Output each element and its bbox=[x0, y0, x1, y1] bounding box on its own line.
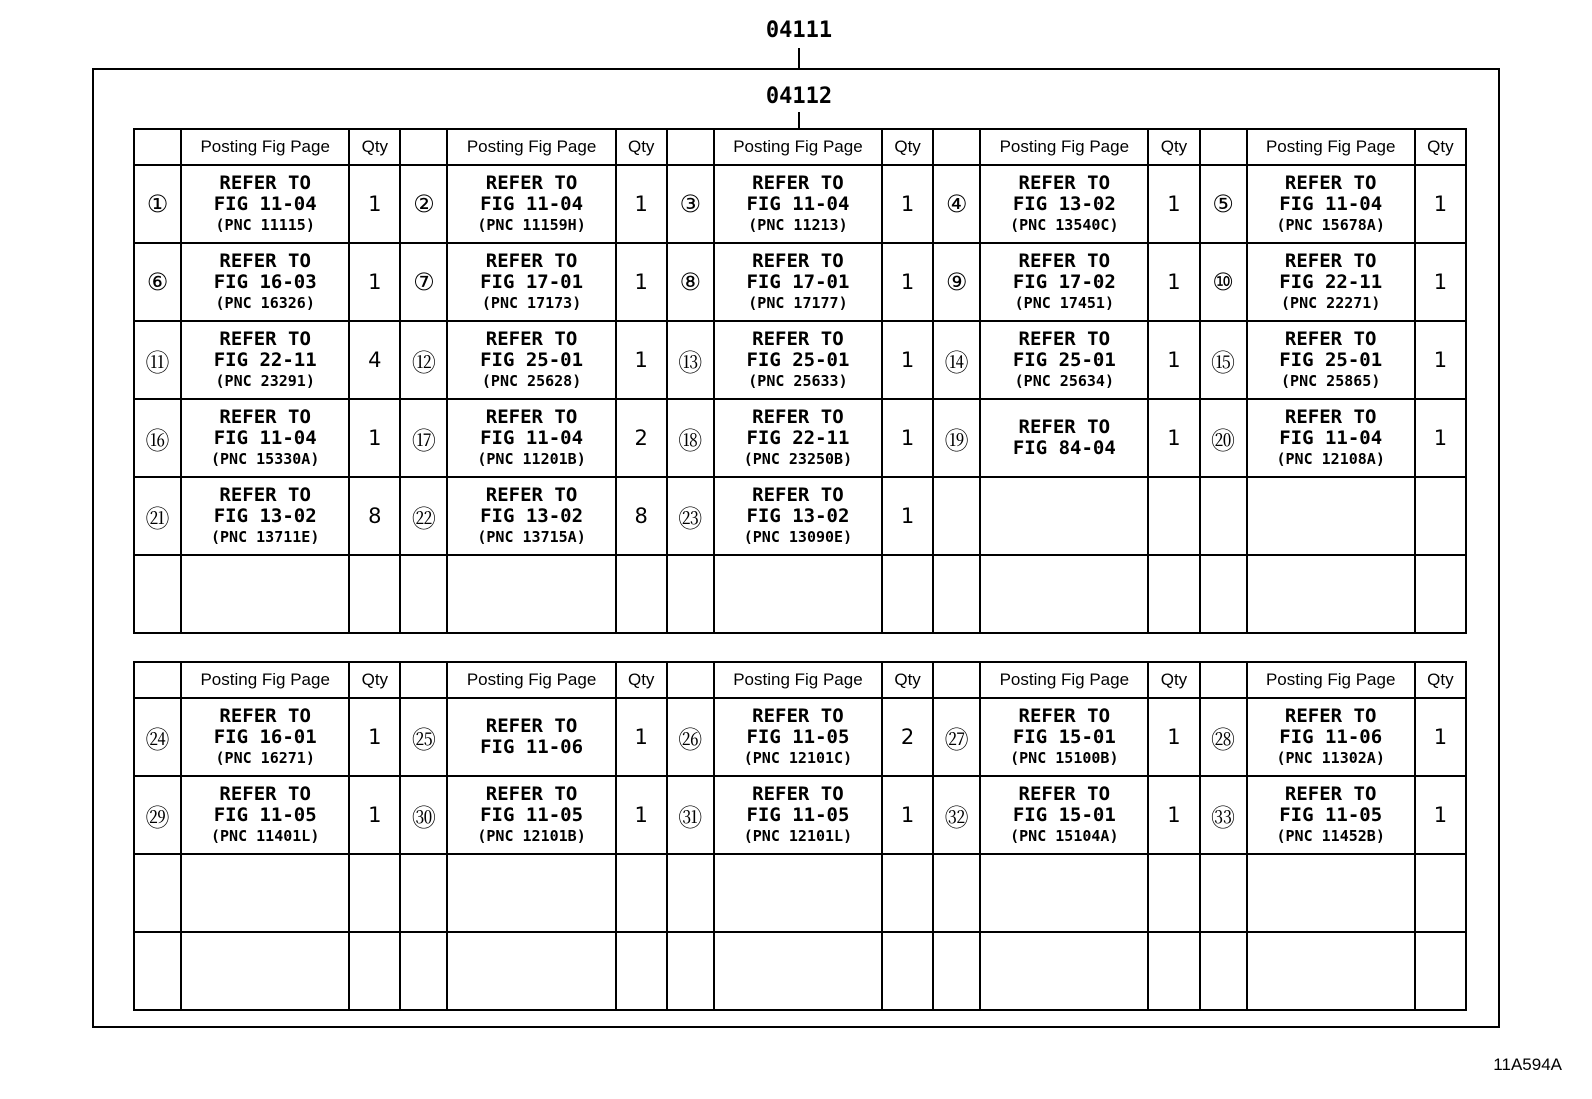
pnc-number: (PNC 11401L) bbox=[211, 826, 320, 845]
item-number: ㉜ bbox=[933, 776, 980, 854]
item-quantity bbox=[882, 555, 933, 633]
posting-reference bbox=[980, 698, 1148, 776]
header-posting-fig-page: Posting Fig Page bbox=[980, 129, 1148, 165]
pnc-number: (PNC 25628) bbox=[481, 371, 582, 390]
figure-reference: FIG 11-04 bbox=[480, 192, 584, 215]
figure-reference: FIG 13-02 bbox=[213, 504, 317, 527]
posting-reference bbox=[1247, 321, 1415, 399]
pnc-number: (PNC 15678A) bbox=[1276, 215, 1385, 234]
pnc-number: (PNC 13715A) bbox=[477, 527, 586, 546]
refer-to-text: REFER TO bbox=[485, 405, 578, 428]
item-number bbox=[1200, 477, 1247, 555]
posting-reference bbox=[181, 243, 349, 321]
item-quantity bbox=[349, 932, 400, 1010]
header-posting-fig-page: Posting Fig Page bbox=[447, 662, 615, 698]
item-number: ㉕ bbox=[400, 698, 447, 776]
pnc-number: (PNC 15100B) bbox=[1010, 748, 1119, 767]
posting-reference bbox=[447, 932, 615, 1010]
posting-reference bbox=[447, 698, 615, 776]
posting-reference bbox=[1247, 555, 1415, 633]
figure-reference: FIG 17-02 bbox=[1012, 270, 1116, 293]
item-number bbox=[134, 555, 181, 633]
item-quantity: 1 bbox=[882, 165, 933, 243]
posting-reference bbox=[714, 854, 882, 932]
item-quantity: 1 bbox=[1148, 698, 1199, 776]
posting-reference bbox=[980, 321, 1148, 399]
header-qty: Qty bbox=[616, 662, 667, 698]
item-number: ⑳ bbox=[1200, 399, 1247, 477]
posting-reference bbox=[980, 776, 1148, 854]
refer-to-text: REFER TO bbox=[752, 483, 844, 506]
item-quantity: 1 bbox=[349, 165, 400, 243]
item-quantity bbox=[882, 932, 933, 1010]
figure-reference: FIG 11-04 bbox=[480, 426, 584, 449]
item-number: ㉒ bbox=[400, 477, 447, 555]
figure-reference: FIG 16-01 bbox=[213, 725, 317, 748]
pnc-number: (PNC 23250B) bbox=[743, 449, 853, 468]
item-quantity bbox=[1148, 477, 1199, 555]
figure-reference: FIG 22-11 bbox=[213, 348, 317, 371]
posting-reference bbox=[1247, 776, 1415, 854]
item-number: ⑮ bbox=[1200, 321, 1247, 399]
item-number: ⑯ bbox=[134, 399, 181, 477]
header-posting-fig-page: Posting Fig Page bbox=[714, 129, 882, 165]
pnc-number: (PNC 12101B) bbox=[477, 826, 586, 845]
table-header-row bbox=[134, 129, 1466, 165]
table-row bbox=[134, 555, 1466, 633]
posting-reference bbox=[1247, 399, 1415, 477]
pnc-number: (PNC 17173) bbox=[481, 293, 582, 312]
table-row bbox=[134, 698, 1466, 776]
posting-reference bbox=[714, 321, 882, 399]
table-row bbox=[134, 243, 1466, 321]
item-quantity bbox=[1148, 854, 1199, 932]
header-qty: Qty bbox=[616, 129, 667, 165]
header-qty: Qty bbox=[882, 129, 933, 165]
item-quantity: 2 bbox=[882, 698, 933, 776]
item-quantity bbox=[1415, 854, 1466, 932]
item-quantity bbox=[1148, 932, 1199, 1010]
header-posting-fig-page: Posting Fig Page bbox=[181, 129, 349, 165]
figure-reference: FIG 13-02 bbox=[1012, 192, 1116, 215]
item-number: ⑧ bbox=[667, 243, 714, 321]
refer-to-text: REFER TO bbox=[1284, 704, 1377, 727]
item-quantity: 1 bbox=[1148, 776, 1199, 854]
item-number: ⑦ bbox=[400, 243, 447, 321]
figure-reference: FIG 11-05 bbox=[480, 803, 584, 826]
posting-reference bbox=[714, 477, 882, 555]
posting-reference bbox=[447, 399, 615, 477]
header-qty: Qty bbox=[1148, 129, 1199, 165]
figure-reference: FIG 16-03 bbox=[213, 270, 317, 293]
item-quantity bbox=[616, 555, 667, 633]
item-number bbox=[400, 854, 447, 932]
item-quantity: 1 bbox=[616, 243, 667, 321]
item-number bbox=[1200, 555, 1247, 633]
posting-reference bbox=[1247, 243, 1415, 321]
header-index-cell bbox=[1200, 129, 1247, 165]
pnc-number: (PNC 25633) bbox=[748, 371, 848, 390]
item-number: ⑤ bbox=[1200, 165, 1247, 243]
figure-reference: FIG 11-04 bbox=[213, 192, 317, 215]
item-quantity bbox=[349, 555, 400, 633]
posting-reference bbox=[181, 477, 349, 555]
figure-reference: FIG 11-05 bbox=[746, 725, 850, 748]
pnc-number: (PNC 17177) bbox=[748, 293, 848, 312]
pnc-number: (PNC 13540C) bbox=[1010, 215, 1119, 234]
item-quantity: 1 bbox=[882, 776, 933, 854]
item-quantity: 8 bbox=[349, 477, 400, 555]
item-quantity: 1 bbox=[349, 776, 400, 854]
refer-to-text: REFER TO bbox=[752, 704, 844, 727]
item-quantity bbox=[1415, 932, 1466, 1010]
item-number bbox=[1200, 854, 1247, 932]
table-row bbox=[134, 477, 1466, 555]
item-quantity: 1 bbox=[1415, 399, 1466, 477]
pnc-number: (PNC 11213) bbox=[748, 215, 848, 234]
item-number: ㉘ bbox=[1200, 698, 1247, 776]
table-header-row bbox=[134, 662, 1466, 698]
header-posting-fig-page: Posting Fig Page bbox=[181, 662, 349, 698]
item-quantity: 1 bbox=[349, 698, 400, 776]
refer-to-text: REFER TO bbox=[485, 483, 578, 506]
item-quantity bbox=[1148, 555, 1199, 633]
refer-to-text: REFER TO bbox=[219, 405, 311, 428]
pnc-number: (PNC 11452B) bbox=[1276, 826, 1385, 845]
posting-reference bbox=[714, 165, 882, 243]
item-number: ⑨ bbox=[933, 243, 980, 321]
refer-to-text: REFER TO bbox=[219, 704, 311, 727]
header-posting-fig-page: Posting Fig Page bbox=[1247, 662, 1415, 698]
posting-reference bbox=[447, 477, 615, 555]
posting-reference bbox=[181, 932, 349, 1010]
item-number: ⑰ bbox=[400, 399, 447, 477]
figure-reference: FIG 11-06 bbox=[1279, 725, 1383, 748]
item-number: ⑩ bbox=[1200, 243, 1247, 321]
refer-to-text: REFER TO bbox=[219, 327, 311, 350]
item-quantity: 1 bbox=[616, 321, 667, 399]
pnc-number: (PNC 15330A) bbox=[211, 449, 320, 468]
item-number bbox=[667, 854, 714, 932]
item-quantity: 1 bbox=[882, 243, 933, 321]
header-index-cell bbox=[933, 129, 980, 165]
item-number: ㉔ bbox=[134, 698, 181, 776]
refer-to-text: REFER TO bbox=[1018, 327, 1111, 350]
item-number: ⑲ bbox=[933, 399, 980, 477]
posting-reference bbox=[1247, 698, 1415, 776]
item-quantity bbox=[349, 854, 400, 932]
pnc-number: (PNC 13711E) bbox=[211, 527, 320, 546]
figure-reference: FIG 17-01 bbox=[746, 270, 850, 293]
item-quantity: 1 bbox=[882, 321, 933, 399]
table-row bbox=[134, 165, 1466, 243]
refer-to-text: REFER TO bbox=[485, 715, 578, 737]
item-quantity: 1 bbox=[1415, 165, 1466, 243]
item-number: ㉙ bbox=[134, 776, 181, 854]
header-posting-fig-page: Posting Fig Page bbox=[447, 129, 615, 165]
table-row bbox=[134, 321, 1466, 399]
posting-reference bbox=[447, 555, 615, 633]
pnc-number: (PNC 23291) bbox=[215, 371, 315, 390]
header-index-cell bbox=[134, 129, 181, 165]
item-number bbox=[933, 932, 980, 1010]
posting-reference bbox=[181, 776, 349, 854]
refer-to-text: REFER TO bbox=[1284, 782, 1377, 805]
figure-reference: FIG 84-04 bbox=[1012, 437, 1116, 459]
pnc-number: (PNC 12108A) bbox=[1276, 449, 1385, 468]
item-number bbox=[134, 932, 181, 1010]
posting-reference bbox=[980, 165, 1148, 243]
refer-to-text: REFER TO bbox=[485, 327, 578, 350]
pnc-number: (PNC 11115) bbox=[215, 215, 315, 234]
figure-reference: FIG 22-11 bbox=[1279, 270, 1383, 293]
posting-reference bbox=[181, 399, 349, 477]
item-quantity: 1 bbox=[349, 243, 400, 321]
assembly-label-04111: 04111 bbox=[765, 18, 833, 43]
item-number: ㉚ bbox=[400, 776, 447, 854]
header-index-cell bbox=[667, 129, 714, 165]
figure-reference: FIG 17-01 bbox=[480, 270, 584, 293]
item-number: ㉝ bbox=[1200, 776, 1247, 854]
item-number bbox=[400, 932, 447, 1010]
figure-reference: FIG 15-01 bbox=[1012, 803, 1116, 826]
refer-to-text: REFER TO bbox=[485, 171, 578, 194]
posting-reference bbox=[181, 321, 349, 399]
header-qty: Qty bbox=[1415, 129, 1466, 165]
posting-reference bbox=[181, 698, 349, 776]
item-quantity: 1 bbox=[882, 399, 933, 477]
header-qty: Qty bbox=[1148, 662, 1199, 698]
refer-to-text: REFER TO bbox=[752, 405, 844, 428]
pnc-number: (PNC 25865) bbox=[1281, 371, 1381, 390]
header-index-cell bbox=[667, 662, 714, 698]
leader-line-04112 bbox=[798, 112, 800, 128]
posting-reference bbox=[1247, 854, 1415, 932]
figure-reference: FIG 22-11 bbox=[746, 426, 850, 449]
parts-reference-table-1 bbox=[133, 128, 1467, 634]
figure-reference: FIG 11-04 bbox=[213, 426, 317, 449]
item-number bbox=[667, 555, 714, 633]
pnc-number: (PNC 11302A) bbox=[1276, 748, 1385, 767]
pnc-number: (PNC 25634) bbox=[1014, 371, 1114, 390]
figure-reference: FIG 11-04 bbox=[1279, 426, 1383, 449]
posting-reference bbox=[1247, 477, 1415, 555]
refer-to-text: REFER TO bbox=[1284, 327, 1377, 350]
posting-reference bbox=[181, 555, 349, 633]
leader-line-04111 bbox=[798, 48, 800, 68]
item-number bbox=[134, 854, 181, 932]
item-number: ㉗ bbox=[933, 698, 980, 776]
refer-to-text: REFER TO bbox=[752, 249, 844, 272]
header-index-cell bbox=[400, 129, 447, 165]
item-quantity: 8 bbox=[616, 477, 667, 555]
item-quantity bbox=[616, 932, 667, 1010]
header-qty: Qty bbox=[349, 662, 400, 698]
table-row bbox=[134, 776, 1466, 854]
refer-to-text: REFER TO bbox=[219, 782, 311, 805]
refer-to-text: REFER TO bbox=[1284, 171, 1377, 194]
header-index-cell bbox=[400, 662, 447, 698]
item-quantity: 1 bbox=[1415, 776, 1466, 854]
posting-reference bbox=[980, 932, 1148, 1010]
item-quantity: 1 bbox=[1148, 399, 1199, 477]
posting-reference bbox=[980, 854, 1148, 932]
pnc-number: (PNC 17451) bbox=[1014, 293, 1114, 312]
item-number: ⑪ bbox=[134, 321, 181, 399]
header-qty: Qty bbox=[1415, 662, 1466, 698]
item-quantity: 1 bbox=[616, 698, 667, 776]
item-number: ⑱ bbox=[667, 399, 714, 477]
item-number bbox=[933, 477, 980, 555]
posting-reference bbox=[980, 399, 1148, 477]
item-number bbox=[1200, 932, 1247, 1010]
refer-to-text: REFER TO bbox=[219, 249, 311, 272]
pnc-number: (PNC 16326) bbox=[215, 293, 315, 312]
item-number: ㉛ bbox=[667, 776, 714, 854]
item-number: ⑥ bbox=[134, 243, 181, 321]
refer-to-text: REFER TO bbox=[1018, 249, 1111, 272]
refer-to-text: REFER TO bbox=[1018, 171, 1111, 194]
header-index-cell bbox=[134, 662, 181, 698]
item-number bbox=[667, 932, 714, 1010]
table-row bbox=[134, 854, 1466, 932]
header-posting-fig-page: Posting Fig Page bbox=[980, 662, 1148, 698]
posting-reference bbox=[447, 321, 615, 399]
item-quantity: 1 bbox=[349, 399, 400, 477]
posting-reference bbox=[1247, 165, 1415, 243]
item-number bbox=[933, 555, 980, 633]
header-index-cell bbox=[933, 662, 980, 698]
figure-reference: FIG 11-05 bbox=[213, 803, 317, 826]
refer-to-text: REFER TO bbox=[752, 327, 844, 350]
posting-reference bbox=[714, 698, 882, 776]
pnc-number: (PNC 13090E) bbox=[743, 527, 853, 546]
figure-reference: FIG 13-02 bbox=[746, 504, 850, 527]
refer-to-text: REFER TO bbox=[1018, 416, 1111, 438]
posting-reference bbox=[447, 776, 615, 854]
refer-to-text: REFER TO bbox=[752, 171, 844, 194]
refer-to-text: REFER TO bbox=[752, 782, 844, 805]
item-quantity: 1 bbox=[1148, 243, 1199, 321]
pnc-number: (PNC 11159H) bbox=[477, 215, 586, 234]
posting-reference bbox=[714, 776, 882, 854]
posting-reference bbox=[714, 555, 882, 633]
figure-reference: FIG 11-04 bbox=[1279, 192, 1383, 215]
item-quantity bbox=[616, 854, 667, 932]
pnc-number: (PNC 22271) bbox=[1281, 293, 1381, 312]
item-quantity: 2 bbox=[616, 399, 667, 477]
posting-reference bbox=[714, 932, 882, 1010]
posting-reference bbox=[714, 243, 882, 321]
item-number: ⑫ bbox=[400, 321, 447, 399]
pnc-number: (PNC 16271) bbox=[215, 748, 315, 767]
figure-reference: FIG 25-01 bbox=[1012, 348, 1116, 371]
item-quantity: 1 bbox=[616, 776, 667, 854]
figure-reference: FIG 11-06 bbox=[480, 736, 584, 758]
pnc-number: (PNC 12101C) bbox=[743, 748, 853, 767]
refer-to-text: REFER TO bbox=[219, 171, 311, 194]
posting-reference bbox=[447, 165, 615, 243]
table-row bbox=[134, 399, 1466, 477]
item-quantity bbox=[882, 854, 933, 932]
table-row bbox=[134, 932, 1466, 1010]
item-number: ㉑ bbox=[134, 477, 181, 555]
figure-reference: FIG 25-01 bbox=[480, 348, 584, 371]
assembly-label-04112: 04112 bbox=[765, 84, 833, 109]
refer-to-text: REFER TO bbox=[485, 249, 578, 272]
header-index-cell bbox=[1200, 662, 1247, 698]
illustration-code: 11A594A bbox=[1493, 1055, 1562, 1074]
posting-reference bbox=[980, 555, 1148, 633]
item-number: ② bbox=[400, 165, 447, 243]
pnc-number: (PNC 11201B) bbox=[477, 449, 586, 468]
posting-reference bbox=[1247, 932, 1415, 1010]
pnc-number: (PNC 12101L) bbox=[743, 826, 853, 845]
posting-reference bbox=[447, 243, 615, 321]
item-quantity: 1 bbox=[616, 165, 667, 243]
item-quantity: 1 bbox=[1415, 321, 1466, 399]
item-number bbox=[933, 854, 980, 932]
item-quantity bbox=[1415, 477, 1466, 555]
item-number: ④ bbox=[933, 165, 980, 243]
refer-to-text: REFER TO bbox=[1018, 782, 1111, 805]
figure-reference: FIG 25-01 bbox=[1279, 348, 1383, 371]
item-quantity: 1 bbox=[1148, 321, 1199, 399]
figure-reference: FIG 15-01 bbox=[1012, 725, 1116, 748]
item-number: ① bbox=[134, 165, 181, 243]
header-posting-fig-page: Posting Fig Page bbox=[1247, 129, 1415, 165]
item-number: ③ bbox=[667, 165, 714, 243]
parts-reference-table-2 bbox=[133, 661, 1467, 1011]
refer-to-text: REFER TO bbox=[219, 483, 311, 506]
posting-reference bbox=[181, 165, 349, 243]
refer-to-text: REFER TO bbox=[1284, 249, 1377, 272]
figure-reference: FIG 11-05 bbox=[1279, 803, 1383, 826]
item-number: ㉖ bbox=[667, 698, 714, 776]
header-qty: Qty bbox=[882, 662, 933, 698]
item-quantity: 1 bbox=[1415, 243, 1466, 321]
item-number: ⑬ bbox=[667, 321, 714, 399]
pnc-number: (PNC 15104A) bbox=[1010, 826, 1119, 845]
figure-reference: FIG 25-01 bbox=[746, 348, 850, 371]
posting-reference bbox=[181, 854, 349, 932]
posting-reference bbox=[980, 477, 1148, 555]
item-quantity bbox=[1415, 555, 1466, 633]
figure-reference: FIG 13-02 bbox=[480, 504, 584, 527]
figure-reference: FIG 11-04 bbox=[746, 192, 850, 215]
item-quantity: 4 bbox=[349, 321, 400, 399]
posting-reference bbox=[714, 399, 882, 477]
posting-reference bbox=[980, 243, 1148, 321]
item-quantity: 1 bbox=[1148, 165, 1199, 243]
header-posting-fig-page: Posting Fig Page bbox=[714, 662, 882, 698]
refer-to-text: REFER TO bbox=[485, 782, 578, 805]
posting-reference bbox=[447, 854, 615, 932]
item-number: ㉓ bbox=[667, 477, 714, 555]
item-quantity: 1 bbox=[882, 477, 933, 555]
refer-to-text: REFER TO bbox=[1284, 405, 1377, 428]
header-qty: Qty bbox=[349, 129, 400, 165]
figure-reference: FIG 11-05 bbox=[746, 803, 850, 826]
item-quantity: 1 bbox=[1415, 698, 1466, 776]
item-number: ⑭ bbox=[933, 321, 980, 399]
refer-to-text: REFER TO bbox=[1018, 704, 1111, 727]
item-number bbox=[400, 555, 447, 633]
